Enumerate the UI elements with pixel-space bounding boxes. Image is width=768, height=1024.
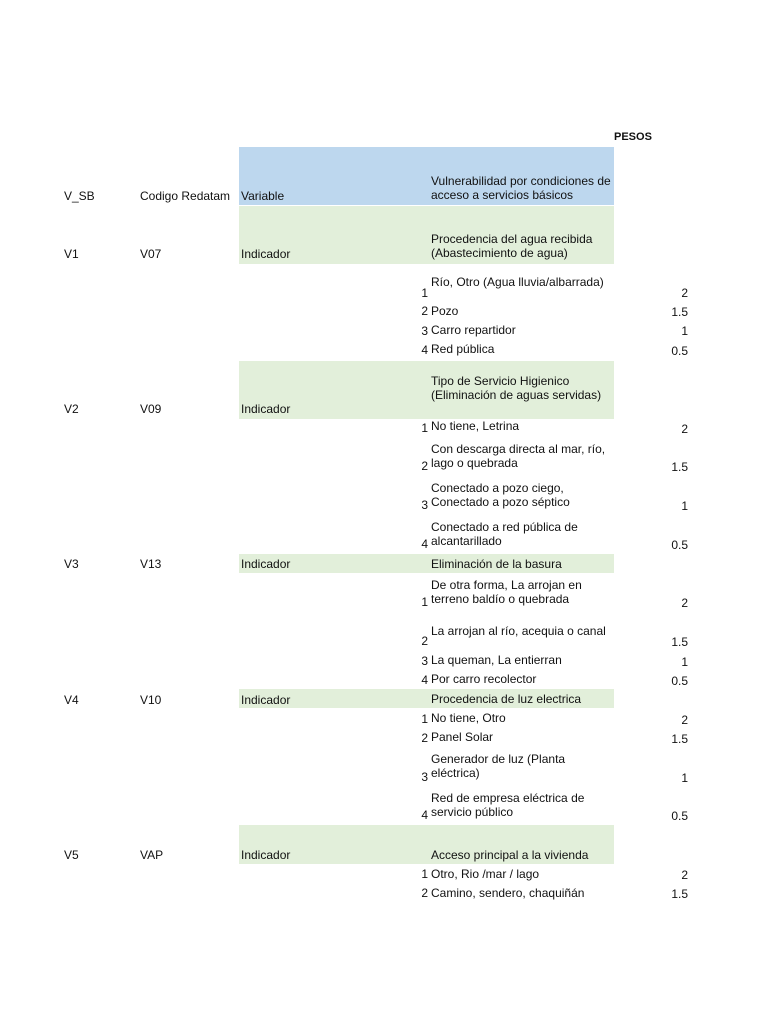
item-label: No tiene, Letrina [431, 419, 520, 433]
item-number: 2 [421, 459, 428, 473]
item-number: 4 [421, 343, 428, 357]
group-title: Acceso principal a la vivienda [431, 848, 589, 862]
group-code: V07 [140, 247, 162, 261]
section-title: Vulnerabilidad por condiciones de acceso a servicios básicos [431, 174, 611, 202]
group-code: V09 [140, 402, 162, 416]
item-weight: 0.5 [671, 809, 688, 823]
group-variable: Indicador [241, 402, 291, 416]
item-weight: 1.5 [671, 305, 688, 319]
item-weight: 1 [681, 324, 688, 338]
item-weight: 2 [681, 713, 688, 727]
col-codigo-header: Codigo Redatam [140, 189, 231, 203]
group-title: Eliminación de la basura [431, 557, 562, 571]
item-number: 4 [421, 808, 428, 822]
item-weight: 1 [681, 771, 688, 785]
col-variable-header: Variable [241, 189, 285, 203]
item-label: De otra forma, La arrojan en terreno baldío o quebrada [431, 578, 582, 606]
item-label: Pozo [431, 304, 459, 318]
item-label: Río, Otro (Agua lluvia/albarrada) [431, 275, 604, 289]
pesos-header: PESOS [614, 131, 652, 143]
item-label: Con descarga directa al mar, río, lago o quebrada [431, 442, 606, 470]
group-variable: Indicador [241, 557, 291, 571]
group-code: V10 [140, 693, 162, 707]
item-label: Conectado a red pública de alcantarillado [431, 520, 578, 548]
group-variable: Indicador [241, 693, 291, 707]
item-label: Red pública [431, 342, 495, 356]
group-code: V13 [140, 557, 162, 571]
item-label: No tiene, Otro [431, 711, 506, 725]
item-number: 2 [421, 634, 428, 648]
item-label: La arrojan al río, acequia o canal [431, 624, 606, 638]
item-weight: 0.5 [671, 344, 688, 358]
item-number: 3 [421, 498, 428, 512]
item-number: 2 [421, 886, 428, 900]
group-title: Tipo de Servicio Higienico (Eliminación de aguas servidas) [431, 374, 602, 402]
item-label: Por carro recolector [431, 672, 537, 686]
item-number: 2 [421, 731, 428, 745]
item-weight: 0.5 [671, 538, 688, 552]
group-variable: Indicador [241, 848, 291, 862]
col-vsb-header: V_SB [64, 189, 95, 203]
item-label: Carro repartidor [431, 323, 516, 337]
item-number: 3 [421, 324, 428, 338]
group-vsb: V3 [64, 557, 79, 571]
item-number: 1 [421, 286, 428, 300]
item-number: 3 [421, 770, 428, 784]
item-number: 1 [421, 712, 428, 726]
item-weight: 2 [681, 422, 688, 436]
item-number: 3 [421, 654, 428, 668]
item-weight: 0.5 [671, 674, 688, 688]
group-vsb: V1 [64, 247, 79, 261]
item-number: 1 [421, 867, 428, 881]
item-weight: 1.5 [671, 732, 688, 746]
item-number: 4 [421, 537, 428, 551]
item-weight: 1 [681, 655, 688, 669]
group-code: VAP [140, 848, 164, 862]
item-label: Conectado a pozo ciego, Conectado a pozo séptico [431, 481, 570, 509]
item-number: 1 [421, 595, 428, 609]
item-number: 4 [421, 673, 428, 687]
group-vsb: V4 [64, 693, 79, 707]
group-title: Procedencia del agua recibida (Abastecimiento de agua) [431, 232, 593, 260]
group-vsb: V5 [64, 848, 79, 862]
item-weight: 2 [681, 596, 688, 610]
item-weight: 1.5 [671, 460, 688, 474]
item-weight: 1 [681, 499, 688, 513]
item-weight: 1.5 [671, 635, 688, 649]
item-label: La queman, La entierran [431, 653, 562, 667]
item-label: Otro, Rio /mar / lago [431, 867, 540, 881]
item-number: 2 [421, 304, 428, 318]
item-label: Generador de luz (Planta eléctrica) [431, 752, 566, 780]
item-number: 1 [421, 421, 428, 435]
item-weight: 2 [681, 286, 688, 300]
item-label: Red de empresa eléctrica de servicio público [431, 791, 585, 819]
group-variable: Indicador [241, 247, 291, 261]
item-label: Panel Solar [431, 730, 494, 744]
item-label: Camino, sendero, chaquiñán [431, 886, 585, 900]
item-weight: 1.5 [671, 887, 688, 901]
item-weight: 2 [681, 868, 688, 882]
group-vsb: V2 [64, 402, 79, 416]
group-title: Procedencia de luz electrica [431, 692, 582, 706]
